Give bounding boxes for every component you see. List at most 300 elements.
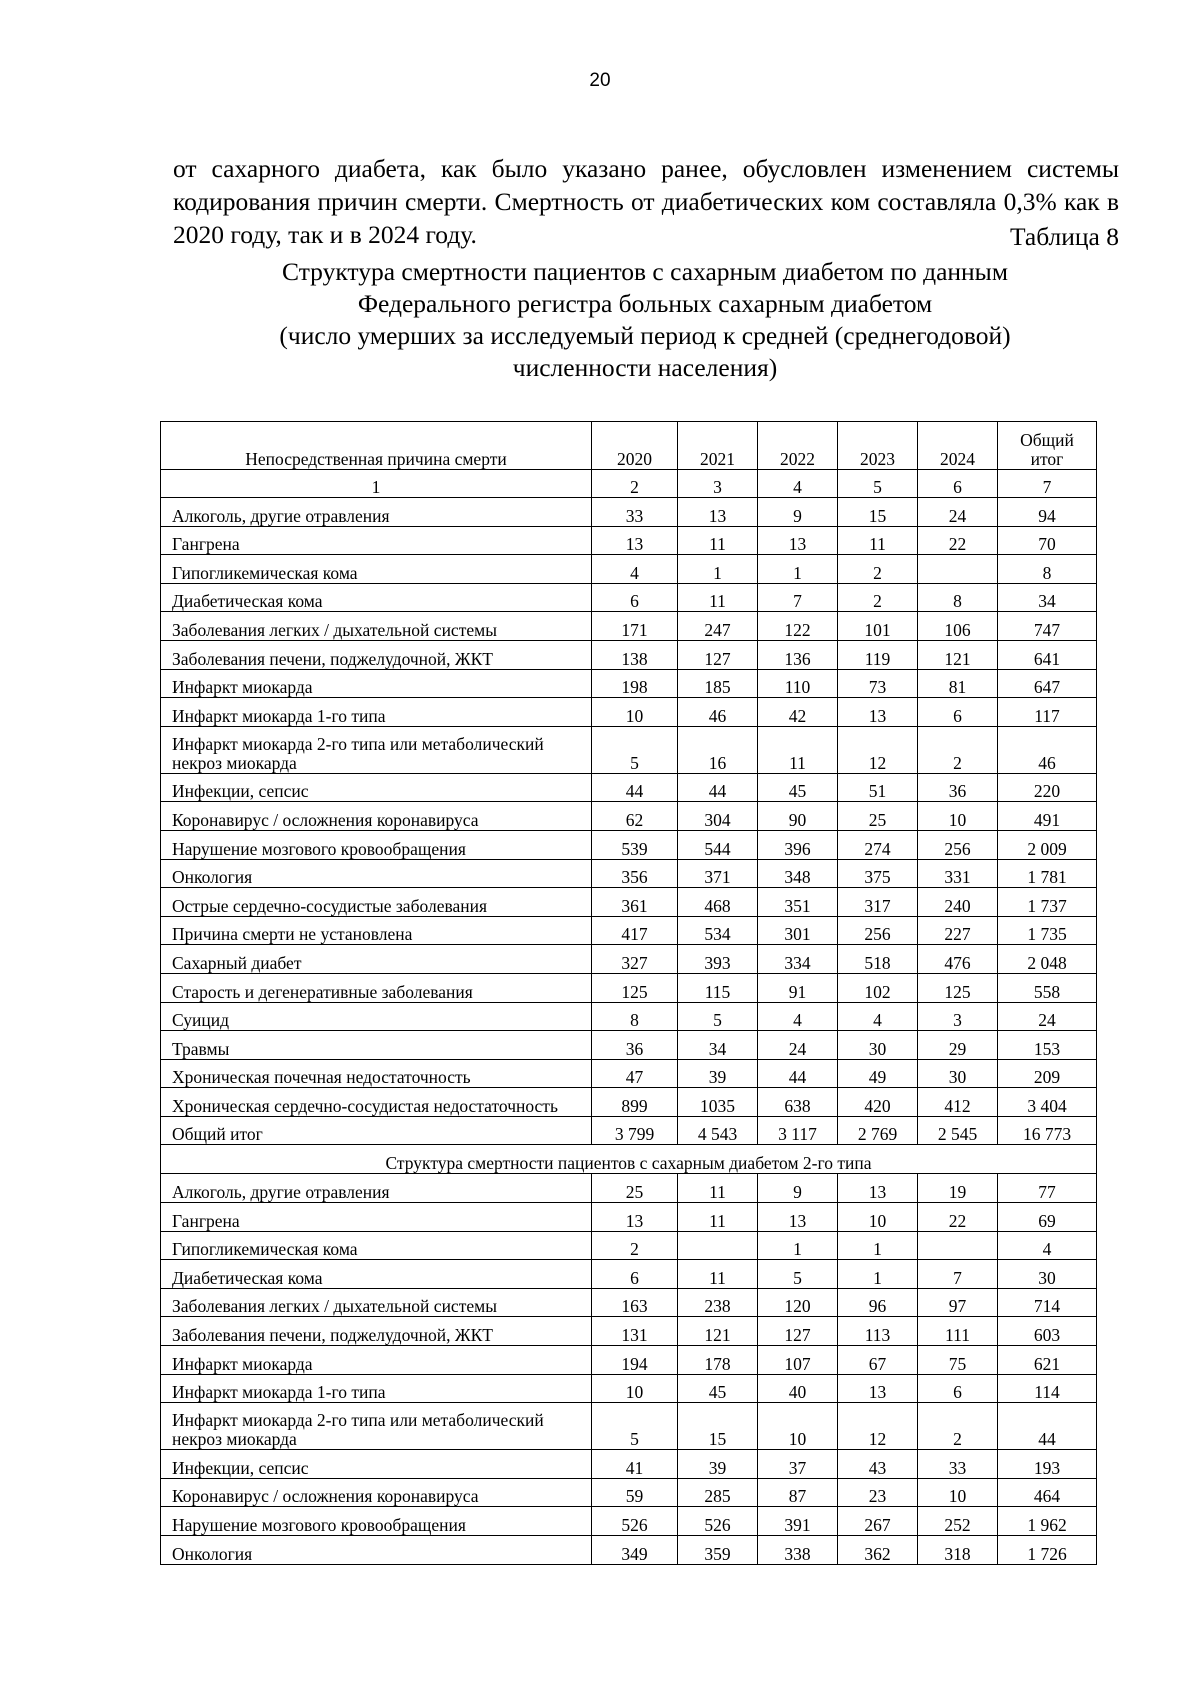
cause-cell: Инфаркт миокарда [161, 1346, 592, 1375]
value-cell: 193 [998, 1450, 1097, 1479]
value-cell: 11 [838, 526, 918, 555]
value-cell: 5 [678, 1002, 758, 1031]
cause-cell: Заболевания печени, поджелудочной, ЖКТ [161, 1317, 592, 1346]
value-cell: 11 [678, 583, 758, 612]
value-cell: 125 [592, 973, 678, 1002]
value-cell: 4 [592, 555, 678, 584]
cause-cell: Заболевания легких / дыхательной системы [161, 1288, 592, 1317]
cause-cell: Алкоголь, другие отравления [161, 1174, 592, 1203]
value-cell: 603 [998, 1317, 1097, 1346]
value-cell: 75 [918, 1346, 998, 1375]
value-cell: 3 404 [998, 1088, 1097, 1117]
value-cell: 122 [758, 612, 838, 641]
section-title: Структура смертности пациентов с сахарным диабетом 2-го типа [161, 1145, 1097, 1174]
cause-cell: Онкология [161, 859, 592, 888]
value-cell: 349 [592, 1536, 678, 1565]
value-cell: 11 [678, 1260, 758, 1289]
value-cell: 3 [918, 1002, 998, 1031]
value-cell: 46 [678, 698, 758, 727]
value-cell: 67 [838, 1346, 918, 1375]
value-cell: 44 [678, 773, 758, 802]
value-cell [678, 1231, 758, 1260]
value-cell: 136 [758, 640, 838, 669]
value-cell: 10 [838, 1203, 918, 1232]
value-cell: 22 [918, 1203, 998, 1232]
value-cell: 285 [678, 1478, 758, 1507]
value-cell: 11 [758, 726, 838, 773]
value-cell: 25 [592, 1174, 678, 1203]
table-row [161, 555, 1097, 584]
value-cell: 5 [592, 726, 678, 773]
value-cell: 16 [678, 726, 758, 773]
value-cell: 1 735 [998, 916, 1097, 945]
value-cell: 9 [758, 498, 838, 527]
table-row [161, 830, 1097, 859]
value-cell: 131 [592, 1317, 678, 1346]
value-cell: 25 [838, 802, 918, 831]
value-cell: 526 [592, 1507, 678, 1536]
value-cell: 361 [592, 888, 678, 917]
cause-cell: Гангрена [161, 1203, 592, 1232]
value-cell: 10 [592, 1374, 678, 1403]
value-cell: 121 [918, 640, 998, 669]
value-cell: 417 [592, 916, 678, 945]
value-cell: 3 799 [592, 1116, 678, 1145]
value-cell: 304 [678, 802, 758, 831]
value-cell: 356 [592, 859, 678, 888]
value-cell: 10 [592, 698, 678, 727]
table-row [161, 1478, 1097, 1507]
table-row [161, 888, 1097, 917]
header-cell: Непосредственная причина смерти [161, 422, 592, 470]
value-cell: 256 [918, 830, 998, 859]
value-cell: 641 [998, 640, 1097, 669]
value-cell: 43 [838, 1450, 918, 1479]
value-cell: 334 [758, 945, 838, 974]
table-title-line: (число умерших за исследуемый период к средней (среднегодовой) [279, 321, 1011, 350]
value-cell: 4 543 [678, 1116, 758, 1145]
value-cell: 44 [758, 1059, 838, 1088]
table-row [161, 1088, 1097, 1117]
value-cell: 73 [838, 669, 918, 698]
table-row [161, 498, 1097, 527]
value-cell: 301 [758, 916, 838, 945]
table-row [161, 726, 1097, 773]
table-row [161, 1002, 1097, 1031]
value-cell: 412 [918, 1088, 998, 1117]
cause-cell: Коронавирус / осложнения коронавируса [161, 1478, 592, 1507]
cause-cell: Хроническая сердечно-сосудистая недостаточность [161, 1088, 592, 1117]
value-cell: 114 [998, 1374, 1097, 1403]
value-cell: 420 [838, 1088, 918, 1117]
value-cell: 359 [678, 1536, 758, 1565]
table-row [161, 1174, 1097, 1203]
value-cell: 1 [161, 470, 592, 498]
value-cell: 29 [918, 1031, 998, 1060]
value-cell: 267 [838, 1507, 918, 1536]
value-cell: 40 [758, 1374, 838, 1403]
value-cell: 13 [758, 526, 838, 555]
value-cell: 102 [838, 973, 918, 1002]
value-cell: 5 [592, 1403, 678, 1450]
table-row [161, 1317, 1097, 1346]
value-cell: 539 [592, 830, 678, 859]
cause-cell: Хроническая почечная недостаточность [161, 1059, 592, 1088]
value-cell: 331 [918, 859, 998, 888]
value-cell: 13 [838, 698, 918, 727]
value-cell: 318 [918, 1536, 998, 1565]
value-cell: 220 [998, 773, 1097, 802]
header-cell: 2023 [838, 422, 918, 470]
value-cell: 39 [678, 1450, 758, 1479]
value-cell: 106 [918, 612, 998, 641]
value-cell: 393 [678, 945, 758, 974]
value-cell: 51 [838, 773, 918, 802]
value-cell: 1 [678, 555, 758, 584]
value-cell: 77 [998, 1174, 1097, 1203]
value-cell: 45 [678, 1374, 758, 1403]
value-cell: 49 [838, 1059, 918, 1088]
cause-cell: Острые сердечно-сосудистые заболевания [161, 888, 592, 917]
value-cell: 91 [758, 973, 838, 1002]
table-row [161, 1507, 1097, 1536]
table-row [161, 526, 1097, 555]
value-cell: 4 [998, 1231, 1097, 1260]
value-cell: 899 [592, 1088, 678, 1117]
table-row [161, 1031, 1097, 1060]
value-cell: 70 [998, 526, 1097, 555]
table-row [161, 1288, 1097, 1317]
value-cell: 747 [998, 612, 1097, 641]
value-cell: 11 [678, 1174, 758, 1203]
value-cell: 15 [838, 498, 918, 527]
value-cell: 10 [758, 1403, 838, 1450]
value-cell: 9 [758, 1174, 838, 1203]
cause-cell: Инфаркт миокарда 1-го типа [161, 698, 592, 727]
value-cell: 375 [838, 859, 918, 888]
value-cell: 96 [838, 1288, 918, 1317]
value-cell: 8 [998, 555, 1097, 584]
value-cell: 120 [758, 1288, 838, 1317]
cause-cell: Инфаркт миокарда 1-го типа [161, 1374, 592, 1403]
cause-cell: Гипогликемическая кома [161, 555, 592, 584]
value-cell: 6 [592, 583, 678, 612]
value-cell: 33 [918, 1450, 998, 1479]
value-cell: 544 [678, 830, 758, 859]
value-cell: 371 [678, 859, 758, 888]
value-cell: 121 [678, 1317, 758, 1346]
value-cell: 714 [998, 1288, 1097, 1317]
value-cell: 227 [918, 916, 998, 945]
value-cell: 19 [918, 1174, 998, 1203]
value-cell: 2 [918, 726, 998, 773]
header-cell: Общий итог [998, 422, 1097, 470]
value-cell: 1 737 [998, 888, 1097, 917]
value-cell: 1 781 [998, 859, 1097, 888]
cause-cell: Заболевания легких / дыхательной системы [161, 612, 592, 641]
value-cell: 396 [758, 830, 838, 859]
value-cell: 1 [838, 1260, 918, 1289]
value-cell: 256 [838, 916, 918, 945]
table-row [161, 859, 1097, 888]
value-cell: 39 [678, 1059, 758, 1088]
value-cell: 44 [592, 773, 678, 802]
value-cell: 90 [758, 802, 838, 831]
value-cell: 119 [838, 640, 918, 669]
value-cell: 81 [918, 669, 998, 698]
cause-cell: Суицид [161, 1002, 592, 1031]
value-cell: 5 [838, 470, 918, 498]
cause-cell: Инфаркт миокарда 2-го типа или метаболический некроз миокарда [161, 726, 592, 773]
section-header-row [161, 1145, 1097, 1174]
table-row [161, 802, 1097, 831]
value-cell: 115 [678, 973, 758, 1002]
table-row [161, 1203, 1097, 1232]
value-cell: 47 [592, 1059, 678, 1088]
table-row [161, 973, 1097, 1002]
value-cell: 117 [998, 698, 1097, 727]
value-cell: 6 [592, 1260, 678, 1289]
value-cell: 2 048 [998, 945, 1097, 974]
value-cell: 178 [678, 1346, 758, 1375]
cause-cell: Коронавирус / осложнения коронавируса [161, 802, 592, 831]
value-cell: 46 [998, 726, 1097, 773]
table-row [161, 1231, 1097, 1260]
value-cell: 36 [918, 773, 998, 802]
value-cell: 30 [918, 1059, 998, 1088]
value-cell: 1 962 [998, 1507, 1097, 1536]
mortality-table [160, 421, 1097, 1565]
value-cell: 7 [998, 470, 1097, 498]
value-cell: 209 [998, 1059, 1097, 1088]
table-title-line: численности населения) [512, 353, 778, 382]
value-cell: 1 [758, 555, 838, 584]
value-cell: 33 [592, 498, 678, 527]
value-cell: 526 [678, 1507, 758, 1536]
value-cell: 13 [592, 526, 678, 555]
value-cell: 362 [838, 1536, 918, 1565]
value-cell: 34 [678, 1031, 758, 1060]
value-cell: 12 [838, 726, 918, 773]
value-cell: 6 [918, 1374, 998, 1403]
value-cell: 4 [758, 1002, 838, 1031]
value-cell: 7 [758, 583, 838, 612]
value-cell: 7 [918, 1260, 998, 1289]
cause-cell: Гипогликемическая кома [161, 1231, 592, 1260]
value-cell: 13 [758, 1203, 838, 1232]
header-cell: 2024 [918, 422, 998, 470]
value-cell: 113 [838, 1317, 918, 1346]
value-cell: 36 [592, 1031, 678, 1060]
value-cell: 5 [758, 1260, 838, 1289]
value-cell: 2 769 [838, 1116, 918, 1145]
value-cell: 23 [838, 1478, 918, 1507]
cause-cell: Нарушение мозгового кровообращения [161, 1507, 592, 1536]
value-cell: 24 [758, 1031, 838, 1060]
value-cell: 2 [838, 583, 918, 612]
value-cell: 327 [592, 945, 678, 974]
value-cell: 87 [758, 1478, 838, 1507]
cause-cell: Онкология [161, 1536, 592, 1565]
cause-cell: Инфаркт миокарда 2-го типа или метаболический некроз миокарда [161, 1403, 592, 1450]
cause-cell: Нарушение мозгового кровообращения [161, 830, 592, 859]
table-row [161, 612, 1097, 641]
cause-cell: Диабетическая кома [161, 583, 592, 612]
value-cell: 6 [918, 698, 998, 727]
cause-cell: Причина смерти не установлена [161, 916, 592, 945]
value-cell: 2 545 [918, 1116, 998, 1145]
value-cell: 464 [998, 1478, 1097, 1507]
table-row [161, 1536, 1097, 1565]
table-title [230, 256, 1060, 384]
value-cell: 44 [998, 1403, 1097, 1450]
table-header-row [161, 422, 1097, 470]
value-cell: 69 [998, 1203, 1097, 1232]
value-cell: 97 [918, 1288, 998, 1317]
cause-cell: Инфекции, сепсис [161, 773, 592, 802]
value-cell: 101 [838, 612, 918, 641]
value-cell: 30 [838, 1031, 918, 1060]
value-cell: 127 [678, 640, 758, 669]
value-cell: 3 [678, 470, 758, 498]
value-cell: 468 [678, 888, 758, 917]
value-cell: 3 117 [758, 1116, 838, 1145]
value-cell: 518 [838, 945, 918, 974]
value-cell: 127 [758, 1317, 838, 1346]
table-row [161, 916, 1097, 945]
value-cell: 317 [838, 888, 918, 917]
value-cell: 45 [758, 773, 838, 802]
value-cell: 2 [592, 1231, 678, 1260]
value-cell: 274 [838, 830, 918, 859]
cause-cell: Заболевания печени, поджелудочной, ЖКТ [161, 640, 592, 669]
table-row [161, 1260, 1097, 1289]
value-cell: 647 [998, 669, 1097, 698]
table-row [161, 1374, 1097, 1403]
value-cell: 4 [838, 1002, 918, 1031]
value-cell: 11 [678, 526, 758, 555]
page-number: 20 [589, 70, 611, 91]
value-cell: 13 [838, 1374, 918, 1403]
cause-cell: Алкоголь, другие отравления [161, 498, 592, 527]
table-row [161, 1450, 1097, 1479]
value-cell: 247 [678, 612, 758, 641]
value-cell: 8 [918, 583, 998, 612]
table-title-line: Федерального регистра больных сахарным диабетом [357, 289, 933, 318]
value-cell: 30 [998, 1260, 1097, 1289]
value-cell: 107 [758, 1346, 838, 1375]
value-cell: 194 [592, 1346, 678, 1375]
cause-cell: Старость и дегенеративные заболевания [161, 973, 592, 1002]
value-cell: 391 [758, 1507, 838, 1536]
value-cell: 15 [678, 1403, 758, 1450]
value-cell: 8 [592, 1002, 678, 1031]
value-cell: 16 773 [998, 1116, 1097, 1145]
header-cell: 2021 [678, 422, 758, 470]
value-cell: 534 [678, 916, 758, 945]
value-cell: 6 [918, 470, 998, 498]
value-cell: 13 [592, 1203, 678, 1232]
value-cell: 125 [918, 973, 998, 1002]
table-row [161, 1116, 1097, 1145]
value-cell: 476 [918, 945, 998, 974]
value-cell: 59 [592, 1478, 678, 1507]
table-row [161, 669, 1097, 698]
table-row [161, 640, 1097, 669]
value-cell: 252 [918, 1507, 998, 1536]
value-cell: 34 [998, 583, 1097, 612]
cause-cell: Общий итог [161, 1116, 592, 1145]
table-row [161, 1346, 1097, 1375]
value-cell: 4 [758, 470, 838, 498]
value-cell: 11 [678, 1203, 758, 1232]
table-label: Таблица 8 [1009, 222, 1119, 251]
value-cell: 491 [998, 802, 1097, 831]
cause-cell: Травмы [161, 1031, 592, 1060]
table-title-line: Структура смертности пациентов с сахарным диабетом по данным [282, 257, 1008, 286]
table-row [161, 698, 1097, 727]
value-cell: 2 [918, 1403, 998, 1450]
value-cell: 163 [592, 1288, 678, 1317]
value-cell: 13 [678, 498, 758, 527]
table-row [161, 773, 1097, 802]
header-cell: 2020 [592, 422, 678, 470]
value-cell: 1 [838, 1231, 918, 1260]
value-cell: 2 [592, 470, 678, 498]
value-cell: 24 [998, 1002, 1097, 1031]
cause-cell: Сахарный диабет [161, 945, 592, 974]
value-cell: 42 [758, 698, 838, 727]
value-cell: 110 [758, 669, 838, 698]
table-row [161, 1403, 1097, 1450]
value-cell: 111 [918, 1317, 998, 1346]
value-cell: 2 009 [998, 830, 1097, 859]
value-cell: 1 726 [998, 1536, 1097, 1565]
value-cell: 621 [998, 1346, 1097, 1375]
cause-cell: Диабетическая кома [161, 1260, 592, 1289]
value-cell: 198 [592, 669, 678, 698]
table-row [161, 1059, 1097, 1088]
column-index-row [161, 470, 1097, 498]
value-cell: 558 [998, 973, 1097, 1002]
value-cell: 185 [678, 669, 758, 698]
value-cell [918, 555, 998, 584]
cause-cell: Инфекции, сепсис [161, 1450, 592, 1479]
value-cell: 171 [592, 612, 678, 641]
value-cell: 12 [838, 1403, 918, 1450]
value-cell: 10 [918, 1478, 998, 1507]
value-cell: 153 [998, 1031, 1097, 1060]
value-cell: 37 [758, 1450, 838, 1479]
value-cell: 94 [998, 498, 1097, 527]
value-cell: 10 [918, 802, 998, 831]
value-cell: 348 [758, 859, 838, 888]
value-cell: 338 [758, 1536, 838, 1565]
table-row [161, 945, 1097, 974]
value-cell: 62 [592, 802, 678, 831]
value-cell: 24 [918, 498, 998, 527]
header-cell: 2022 [758, 422, 838, 470]
cause-cell: Гангрена [161, 526, 592, 555]
value-cell: 1 [758, 1231, 838, 1260]
value-cell: 13 [838, 1174, 918, 1203]
value-cell: 1035 [678, 1088, 758, 1117]
value-cell [918, 1231, 998, 1260]
value-cell: 240 [918, 888, 998, 917]
value-cell: 638 [758, 1088, 838, 1117]
value-cell: 22 [918, 526, 998, 555]
value-cell: 238 [678, 1288, 758, 1317]
